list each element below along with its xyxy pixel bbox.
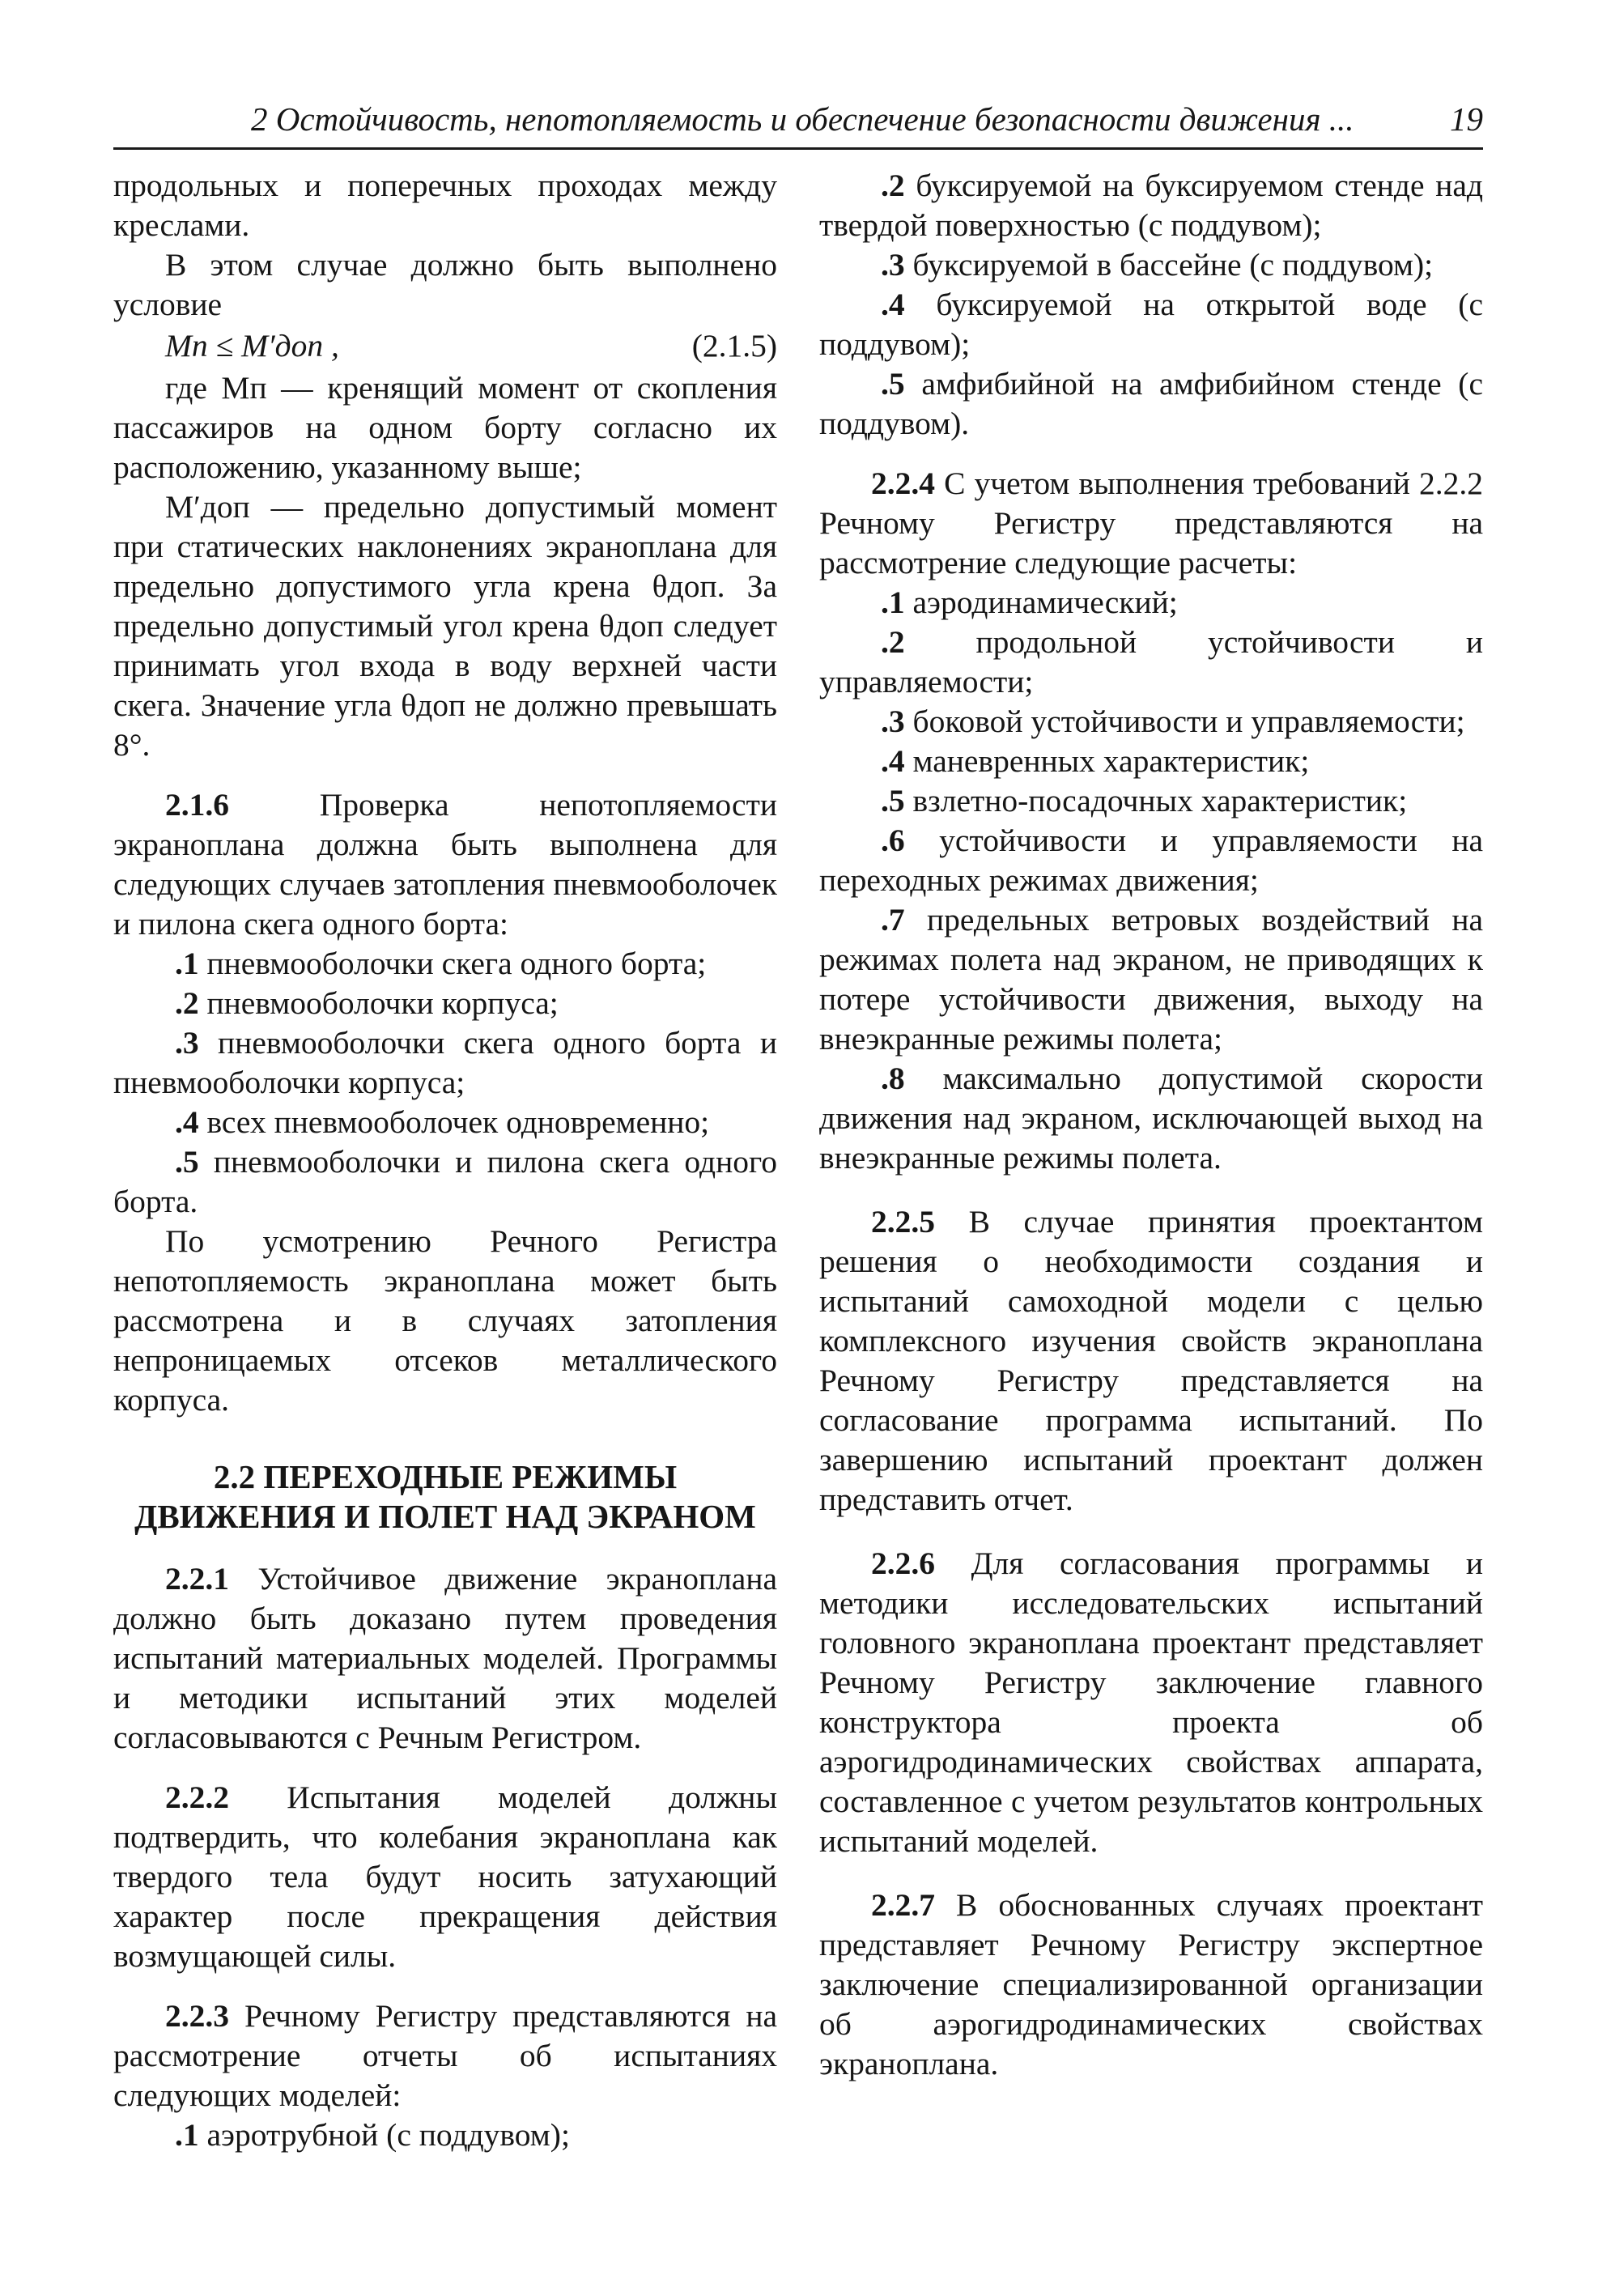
list-item: .5 амфибийной на амфибийном стенде (с поддувом). [819, 366, 1483, 441]
section-heading-2-2: 2.2 ПЕРЕХОДНЫЕ РЕЖИМЫ ДВИЖЕНИЯ И ПОЛЕТ НАД ЭКРАНОМ [134, 1458, 756, 1535]
list-item: .4 всех пневмооболочек одновременно; [175, 1104, 710, 1140]
clause-text: Для согласования программы и методики исследовательских испытаний головного экраноплана проектант представляет Речному Регистру заключение главного конструктора проекта об аэрогидродинамических свойствах аппарата, составленное с учетом результатов контрольных испытаний моделей. [819, 1546, 1483, 1859]
clause-text: Испытания моделей должны подтвердить, что колебания экраноплана как твердого тела будут носить затухающий характер после прекращения действия возмущающей силы. [113, 1779, 777, 1974]
clause-number: 2.2.2 [165, 1779, 229, 1815]
list-item: .3 боковой устойчивости и управляемости; [881, 704, 1465, 739]
list-item: .8 максимально допустимой скорости движения над экраном, исключающей выход на внеэкранные режимы полета. [819, 1061, 1483, 1176]
formula-2-1-5 [113, 326, 777, 367]
clause-text: Устойчивое движение экраноплана должно быть доказано путем проведения испытаний материальных моделей. Программы и методики испытаний этих моделей согласовываются с Речным Регистром. [113, 1561, 777, 1755]
clause-number: 2.2.1 [165, 1561, 229, 1597]
list-item: .4 буксируемой на открытой воде (с поддувом); [819, 287, 1483, 362]
list-item: .2 пневмооболочки корпуса; [175, 985, 559, 1021]
list-item: .3 буксируемой в бассейне (с поддувом); [881, 247, 1434, 283]
clause-number: 2.2.5 [871, 1204, 935, 1239]
clause-2-2-3 [113, 1996, 777, 2115]
list-item: .1 аэродинамический; [881, 585, 1178, 620]
clause-text: Проверка непотопляемости экраноплана должна быть выполнена для следующих случаев затопления пневмооболочек и пилона скега одного борта: [113, 787, 777, 942]
paragraph-where-allowed-moment: M′доп — предельно допустимый момент при статических наклонениях экраноплана для предельно допустимого угла крена θдоп. За предельно допустимый угол крена θдоп следует принимать угол входа в воду верхней части скега. Значение угла θдоп не должно превышать 8°. [113, 489, 777, 763]
left-column [113, 166, 777, 2155]
clause-text: С учетом выполнения требований 2.2.2 Речному Регистру представляются на рассмотрение следующие расчеты: [819, 466, 1483, 580]
clause-number: 2.2.6 [871, 1546, 935, 1581]
list-item: .1 пневмооболочки скега одного борта; [175, 946, 707, 981]
formula-number: (2.1.5) [691, 328, 777, 364]
paragraph-register-discretion: По усмотрению Речного Регистра непотопляемость экраноплана может быть рассмотрена и в случаях затопления непроницаемых отсеков металлического корпуса. [113, 1223, 777, 1418]
clause-2-2-4 [819, 464, 1483, 583]
clause-2-2-1 [113, 1559, 777, 1758]
clause-text: Речному Регистру представляются на рассмотрение отчеты об испытаниях следующих моделей: [113, 1998, 777, 2113]
clause-number: 2.1.6 [165, 787, 229, 823]
clause-number: 2.2.4 [871, 466, 935, 501]
clause-2-2-2 [113, 1778, 777, 1976]
paragraph-continued: продольных и поперечных проходах между креслами. [113, 168, 777, 243]
clause-2-2-6 [819, 1544, 1483, 1861]
clause-number: 2.2.3 [165, 1998, 229, 2034]
list-item: .4 маневренных характеристик; [881, 743, 1310, 779]
clause-text: В обоснованных случаях проектант представляет Речному Регистру экспертное заключение специализированной организации об аэрогидродинамических свойствах экраноплана. [819, 1887, 1483, 2081]
clause-text: В случае принятия проектантом решения о необходимости создания и испытаний самоходной модели с целью комплексного изучения свойств экраноплана Речному Регистру представляется на согласование программа испытаний. По завершению испытаний проектант должен представить отчет. [819, 1204, 1483, 1517]
formula-expression: Mп ≤ M′доп , [165, 328, 339, 364]
list-item: .2 буксируемой на буксируемом стенде над твердой поверхностью (с поддувом); [819, 168, 1483, 243]
clause-2-1-6 [113, 785, 777, 944]
right-column [819, 166, 1483, 2084]
running-title: 2 Остойчивость, непотопляемость и обеспечение безопасности движения ... [251, 100, 1354, 138]
list-item: .1 аэротрубной (с поддувом); [175, 2117, 570, 2153]
page-number: 19 [1450, 100, 1483, 138]
clause-2-2-7 [819, 1886, 1483, 2084]
clause-number: 2.2.7 [871, 1887, 935, 1923]
paragraph-condition: В этом случае должно быть выполнено условие [113, 247, 777, 322]
running-header [113, 99, 1483, 150]
list-item: .5 пневмооболочки и пилона скега одного борта. [113, 1144, 777, 1219]
list-item: .5 взлетно-посадочных характеристик; [881, 783, 1408, 818]
list-item: .2 продольной устойчивости и управляемости; [819, 624, 1483, 699]
clause-2-2-5 [819, 1202, 1483, 1520]
list-item: .3 пневмооболочки скега одного борта и пневмооболочки корпуса; [113, 1025, 777, 1100]
list-item: .7 предельных ветровых воздействий на режимах полета над экраном, не приводящих к потере устойчивости движения, выходу на внеэкранные режимы полета; [819, 902, 1483, 1057]
paragraph-where-heeling-moment: где Mп — кренящий момент от скопления пассажиров на одном борту согласно их расположению, указанному выше; [113, 370, 777, 485]
list-item: .6 устойчивости и управляемости на переходных режимах движения; [819, 823, 1483, 898]
